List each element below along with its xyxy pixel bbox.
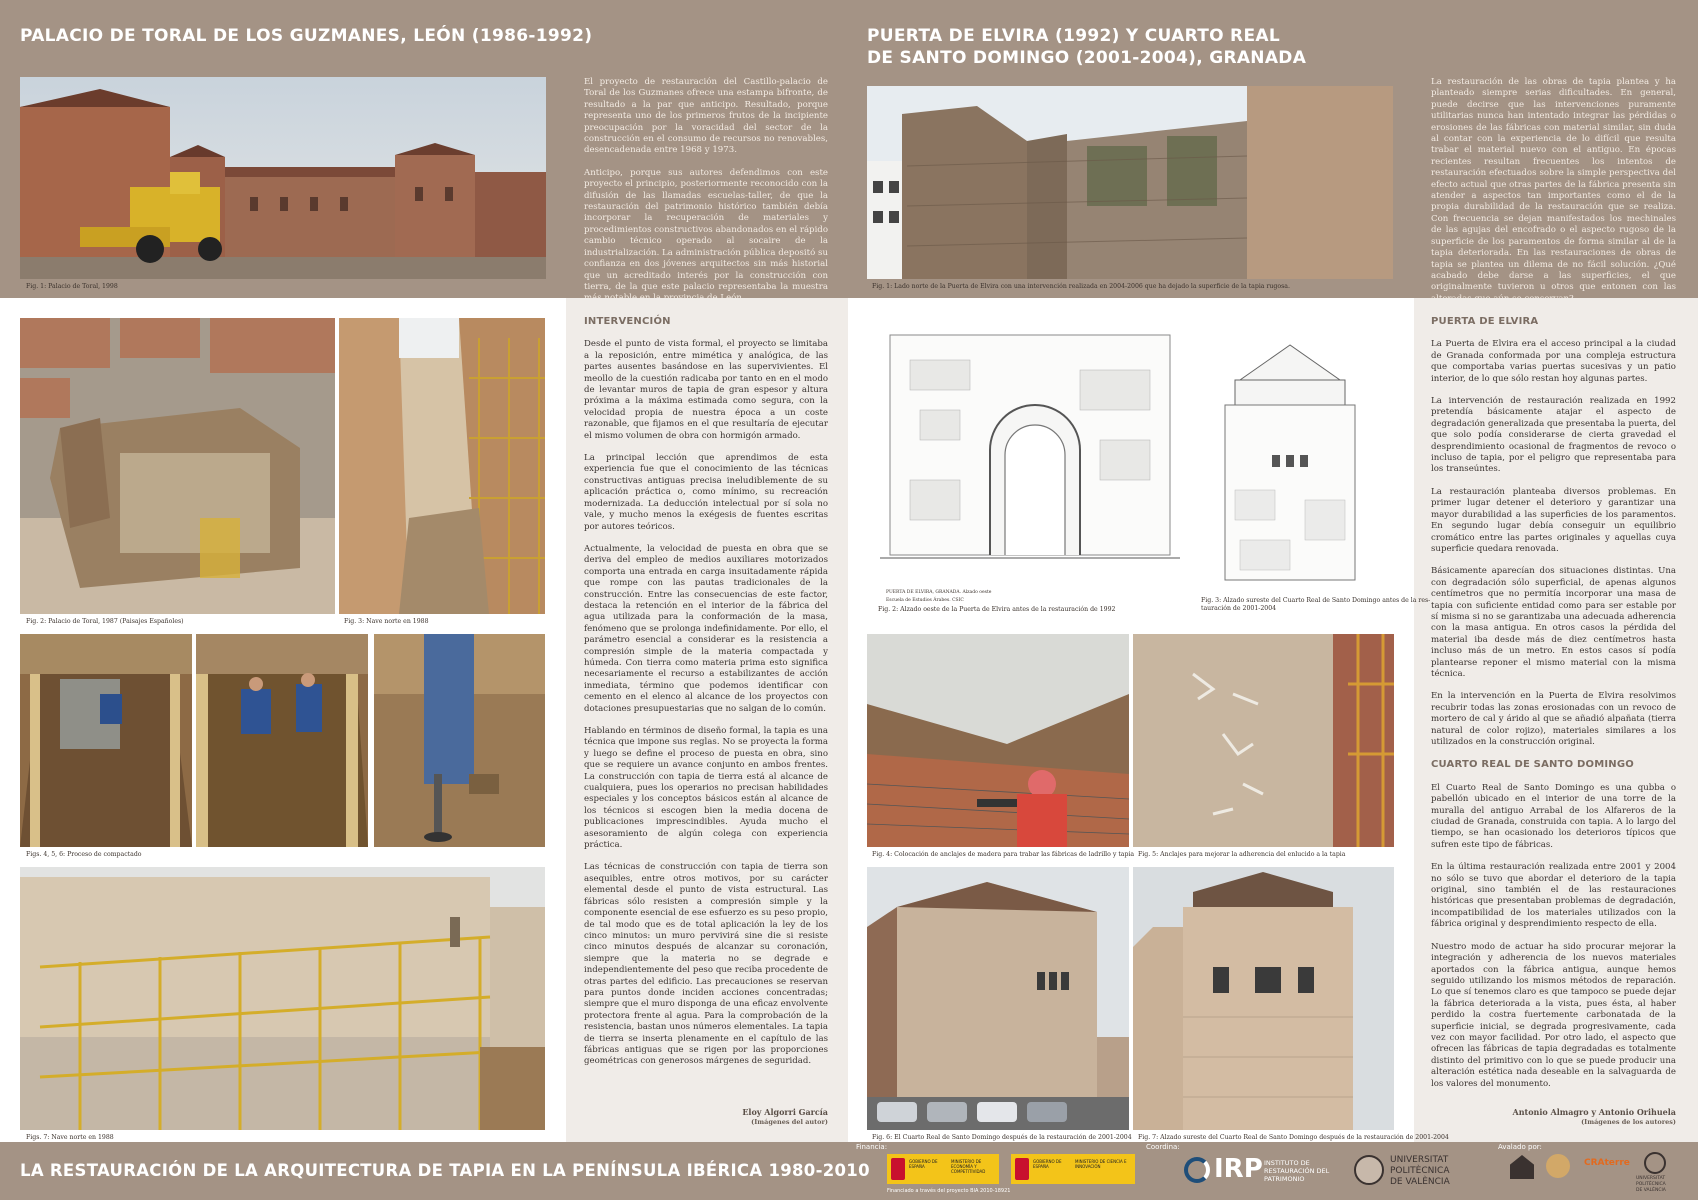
photo-compactado-3 [374,634,545,847]
upv-name-3: DE VALÈNCIA [1390,1177,1450,1187]
caption-fig7-left: Figs. 7: Nave norte en 1988 [26,1134,114,1141]
chair-earth-icon [1546,1154,1570,1178]
intervencion-paragraph-5: Las técnicas de construcción con tapia de tierra son asequibles, entre otros motivos, por su carácter elemental desde el punto de vista estructural. Las fábricas sólo resisten a compresión simple y la componente esencial de ese esfuerzo es su peso propio, de tal modo que es de total aplicación la ley de los cinco minutos: un muro pervivirá sine die si resiste cinco minutos después de alcanzar su coronación, siempre que la materia no se degrade e independientemente del peso que reciba procedente de otras partes del edificio. Las precauciones se reservan para puntos donde inciden acciones concentradas; siempre que el muro disponga de una eficaz envolvente protectora frente al agua. Para la comprobación de la resistencia, bastan unos números elementales. La tapia de tierra se inserta plenamente en el capítulo de las fábricas antiguas que se rigen por las proporciones geométricas con generosos márgenes de seguridad. [584,862,828,1067]
cuarto-real-author: Antonio Almagro y Antonio Orihuela [1512,1107,1676,1117]
intervencion-paragraph-3: Actualmente, la velocidad de puesta en obra que se deriva del empleo de medios auxiliares motorizados comporta una entrada en carga insuitadamente rápida que rompe con las pautas tradicionales de la construcción. Entre las consecuencias de este factor, destaca la retención en el interior de la fábrica del agua utilizada para la conformación de la masa, fenómeno que se prolonga indefinidamente. Por ello, el parámetro esencial a considerar es la resistencia a compresión simple de la materia compactada y húmeda. Con tierra como materia prima esto significa necesariamente el recurso a estabilizantes de acción inmediata, término que podemos identificar con cemento en el elenco al alcance de los proyectos con dotaciones presupuestarias que no salgan de lo común. [584,543,828,714]
cuarto-real-author-note: (Imágenes de los autores) [1581,1118,1676,1126]
photo-palacio-toral [20,77,546,279]
upv-name-2: POLITÈCNICA [1390,1166,1450,1176]
caption-fig3-right-1: Fig. 3: Alzado sureste del Cuarto Real de Santo Domingo antes de la res- [1201,597,1431,604]
right-title-line1: PUERTA DE ELVIRA (1992) Y CUARTO REAL [867,26,1280,46]
plan-cuarto-real-alzado [1210,340,1370,585]
right-title-line2: DE SANTO DOMINGO (2001-2004), GRANADA [867,48,1307,68]
intervencion-heading: INTERVENCIÓN [584,316,671,327]
intervencion-paragraph-4: Hablando en términos de diseño formal, la tapia es una técnica que impone sus reglas. No se proyecta la forma y luego se define el proceso de puesta en obra, sino que se requiere un avance conjunto en ambos frentes. La construcción con tapia de tierra está al alcance de cualquiera, pues los operarios no precisan habilidades especiales y los conceptos básicos están al alcance de los técnicos si escogen bien la media docena de publicaciones imprescindibles. Ayuda mucho el asesoramiento de algún colega con experiencia práctica. [584,726,828,851]
footer-title: LA RESTAURACIÓN DE LA ARQUITECTURA DE TAPIA EN LA PENÍNSULA IBÉRICA 1980-2010 [20,1161,870,1180]
upv-small-name-3: DE VALÈNCIA [1636,1188,1666,1193]
caption-fig456: Figs. 4, 5, 6: Proceso de compactado [26,851,142,858]
upv-small-name-1: UNIVERSITAT [1636,1176,1666,1181]
upv-name-1: UNIVERSITAT [1390,1155,1449,1165]
irp-swirl-icon [1184,1157,1210,1183]
caption-fig1-right: Fig. 1: Lado norte de la Puerta de Elvira con una intervención realizada en 2004-2006 que ha dejado la superficie de la tapia rugosa. [872,283,1290,290]
cuarto-real-paragraph-1: El Cuarto Real de Santo Domingo es una qubba o pabellón ubicado en el interior de una torre de la muralla del antiguo Arrabal de los Alfareros de la ciudad de Granada, construida con tapia. A lo largo del tiempo, se han ocasionado los deterioros típicos que sufren este tipo de fábricas. [1431,782,1676,850]
ministerio-label-1: MINISTERIO DE ECONOMÍA Y COMPETITIVIDAD [951,1159,986,1174]
right-body-text [1431,316,1676,1101]
irp-full-name-1: INSTITUTO DE [1264,1159,1310,1167]
gobierno-label-2: GOBIERNO DE ESPAÑA [1033,1159,1062,1169]
cuarto-real-paragraph-2: En la última restauración realizada entre 2001 y 2004 no sólo se tuvo que abordar el deterioro de la tapia original, sino también el de las restauraciones históricas que presentaban problemas de degradación, incompatibilidad de los materiales utilizados con la fábrica original y desprendimiento respecto de ella. [1431,862,1676,930]
gobierno-label-1: GOBIERNO DE ESPAÑA [909,1159,938,1169]
financia-label: Financia: [856,1143,888,1151]
left-intro-paragraph-2: Anticipo, porque sus autores defendimos con este proyecto el principio, posteriormente reconocido con la difusión de las llamadas escuelas-taller, de que la restauración del patrimonio histórico también debía incorporar la recuperación de materiales y procedimientos constructivos abandonados en el rápido cambio técnico operado al socaire de la industrialización. La administración pública depositó su confianza en dos jóvenes arquitectos sin más historial que un acreditado interés por la construcción con tierra, de la que este palacio representaba la muestra [584,167,828,292]
left-intro-paragraph-1: El proyecto de restauración del Castillo-palacio de Toral de los Guzmanes ofrece una estampa bifronte, de resultado a la par que anticipo. Resultado, porque representa uno de los primeros frutos de la incipiente preocupación por la voracidad del sector de la construcción en el consumo de recursos no renovables, desencadenada entre 1968 y 1973. [584,77,828,156]
upv-small-seal-icon [1644,1152,1666,1174]
photo-palacio-aerial [20,318,335,614]
upv-small-name-2: POLITÈCNICA [1636,1182,1666,1187]
coordina-label: Coordina: [1146,1143,1180,1151]
caption-fig2-left: Fig. 2: Palacio de Toral, 1987 (Paisajes Españoles) [26,618,184,625]
right-intro-text [1431,77,1676,316]
irp-full-name-2: RESTAURACIÓN DEL [1264,1167,1330,1175]
cuarto-real-heading: CUARTO REAL DE SANTO DOMINGO [1431,759,1634,771]
irp-logo-text: IRP [1214,1154,1263,1184]
caption-fig4-right: Fig. 4: Colocación de anclajes de madera para trabar las fábricas de ladrillo y tapia [872,851,1135,858]
plan-label-2: Escuela de Estudios Árabes. CSIC [886,598,964,603]
craterre-logo: CRAterre [1584,1158,1630,1168]
financed-note: Financiado a través del proyecto BIA 2010-18921 [887,1188,1011,1194]
puerta-elvira-heading: PUERTA DE ELVIRA [1431,316,1539,327]
plan-puerta-elvira-alzado [880,330,1180,590]
avalado-label: Avalado por: [1498,1143,1542,1151]
spain-shield-icon [891,1158,905,1180]
spain-shield-icon-2 [1015,1158,1029,1180]
photo-nave-norte-1988 [20,867,545,1130]
cuarto-real-paragraph-3: Nuestro modo de actuar ha sido procurar mejorar la integración y adherencia de los nuevos materiales aportados con la fábrica antigua, aunque hemos seguido utilizando los mismos métodos de reparación. Lo que sí tenemos claro es que tampoco se puede dejar la fábrica deteriorada a la vista, pues ésta, al haber perdido la costra fuertemente carbonatada de la superficie inicial, se degrada progresivamente, cada vez con mayor facilidad. Por otro lado, el aspecto que ofrecen las fábricas de tapia degradadas es totalmente distinto del primitivo con lo que se puede producir una alteración estética nada deseable en la salvaguarda de los valores del monumento. [1431,941,1676,1089]
gobierno-logo-2 [1011,1154,1135,1184]
intervencion-paragraph-1: Desde el punto de vista formal, el proyecto se limitaba a la reposición, entre mimética y analógica, de las partes ausentes basándose en las supervivientes. El meollo de la cuestión radicaba por tanto en en el modo de levantar muros de tapia de gran espesor y altura próxima a la máxima estimada como segura, con la velocidad propia de nuestra época a un coste razonable, que fijamos en el que resultaría de ejecutar el mismo volumen de obra con hormigón armado. [584,339,828,441]
caption-fig2-right: Fig. 2: Alzado oeste de la Puerta de Elvira antes de la restauración de 1992 [878,606,1116,613]
ministerio-label-2: MINISTERIO DE CIENCIA E INNOVACIÓN [1075,1159,1127,1169]
upv-seal-icon [1354,1155,1384,1185]
intervencion-author: Eloy Algorri García [742,1107,828,1117]
photo-nave-norte-scaffold [339,318,545,614]
intervencion-text [584,316,828,1079]
left-intro-text [584,77,828,316]
puerta-elvira-paragraph-2: La intervención de restauración realizada en 1992 pretendía básicamente atajar el aspecto de degradación generalizada que presentaba la puerta, del que solo podía considerarse de cierta gravedad el desprendimiento ocasional de fragmentos de revoco o incluso de tapia, por el peligro que representaba para los transeúntes. [1431,396,1676,475]
photo-compactado-1 [20,634,192,847]
caption-fig3-right-2: tauración de 2001-2004 [1201,605,1277,612]
photo-puerta-elvira-north [867,86,1393,279]
right-intro-paragraph: La restauración de las obras de tapia plantea y ha planteado siempre serias dificultades. En general, puede decirse que las intervenciones puramente utilitarias nunca han intentado integrar las pérdidas o erosiones de las fábricas con material similar, sin duda al contar con la experiencia de lo difícil que resulta trabar el material nuevo con el antiguo. En épocas recientes resultan frecuentes los intentos de restauración efectuados sobre la simple perspectiva del efecto actual que otras partes de la fábrica presenta sin atender a aspectos tan importantes como el de la propia durabilidad de la restauración que se realiza. Con frecuencia se dejan manifestados los mechinales de las agujas del encofrado o el aspecto rugoso de la superficie de los paramentos de forma similar al de la tapia deteriorada. En las restauraciones de obras de tapia se plantea un dilema de no fácil solución. ¿Qué acabado debe darse a las superficies, el que originalmente tuvieron u otros que entonen con las [1431,77,1676,293]
caption-fig7-right: Fig. 7: Alzado sureste del Cuarto Real de Santo Domingo después de la restauración de 2001-2004 [1138,1134,1449,1141]
plan-label-1: PUERTA DE ELVIRA, GRANADA. Alzado oeste [886,590,992,595]
left-title: PALACIO DE TORAL DE LOS GUZMANES, LEÓN (1986-1992) [20,26,593,46]
photo-cuarto-real-despues [867,867,1129,1130]
caption-fig1-left: Fig. 1: Palacio de Toral, 1998 [26,283,118,290]
puerta-elvira-paragraph-3: La restauración planteaba diversos problemas. En primer lugar detener el deterioro y garantizar una mayor durabilidad a las superficies de los paramentos. En segundo lugar debía conseguir un equilibrio cromático entre las partes originales y aquellas cuya superficie quedara renovada. [1431,486,1676,554]
photo-anclajes-enlucido [1133,634,1394,847]
puerta-elvira-paragraph-5: En la intervención en la Puerta de Elvira resolvimos recubrir todas las zonas erosionadas con un revoco de mortero de cal y árido al que se añadió alpañata (tierra natural de color rojizo), materiales similares a los utilizados en la construcción original. [1431,691,1676,747]
puerta-elvira-paragraph-1: La Puerta de Elvira era el acceso principal a la ciudad de Granada conformada por una compleja estructura que comportaba varias puertas sucesivas y un patio interior, de lo que sólo restan hoy algunas partes. [1431,339,1676,384]
irp-full-name-3: PATRIMONIO [1264,1175,1305,1183]
intervencion-author-note: (Imágenes del autor) [751,1118,828,1126]
intervencion-paragraph-2: La principal lección que aprendimos de esta experiencia fue que el conocimiento de las técnicas constructivas antiguas precisa ineludiblemente de su aplicación práctica o, como mínimo, su recreación modernizada. La deducción intelectual por sí sola no vale, y mucho menos la exégesis de fuentes escritas por autores teóricos. [584,453,828,532]
gobierno-logo-1 [887,1154,999,1184]
photo-anclajes-madera [867,634,1129,847]
photo-compactado-2 [196,634,368,847]
caption-fig3-left: Fig. 3: Nave norte en 1988 [344,618,429,625]
puerta-elvira-paragraph-4: Básicamente aparecían dos situaciones distintas. Una con degradación sólo superficial, de apenas algunos centímetros que no permitía incorporar una masa de tapia con suficiente entidad como para ser estable por sí misma si no se garantizaba una adecuada adherencia con la masa antigua. En otros casos la pérdida del material iba desde más de diez centímetros hasta incluso más de un metro. En estos casos sí podía plantearse reponer el mismo material con la misma técnica. [1431,566,1676,679]
photo-cuarto-real-sureste [1133,867,1394,1130]
caption-fig5-right: Fig. 5: Anclajes para mejorar la adherencia del enlucido a la tapia [1138,851,1346,858]
caption-fig6-right: Fig. 6: El Cuarto Real de Santo Domingo después de la restauración de 2001-2004 [872,1134,1132,1141]
